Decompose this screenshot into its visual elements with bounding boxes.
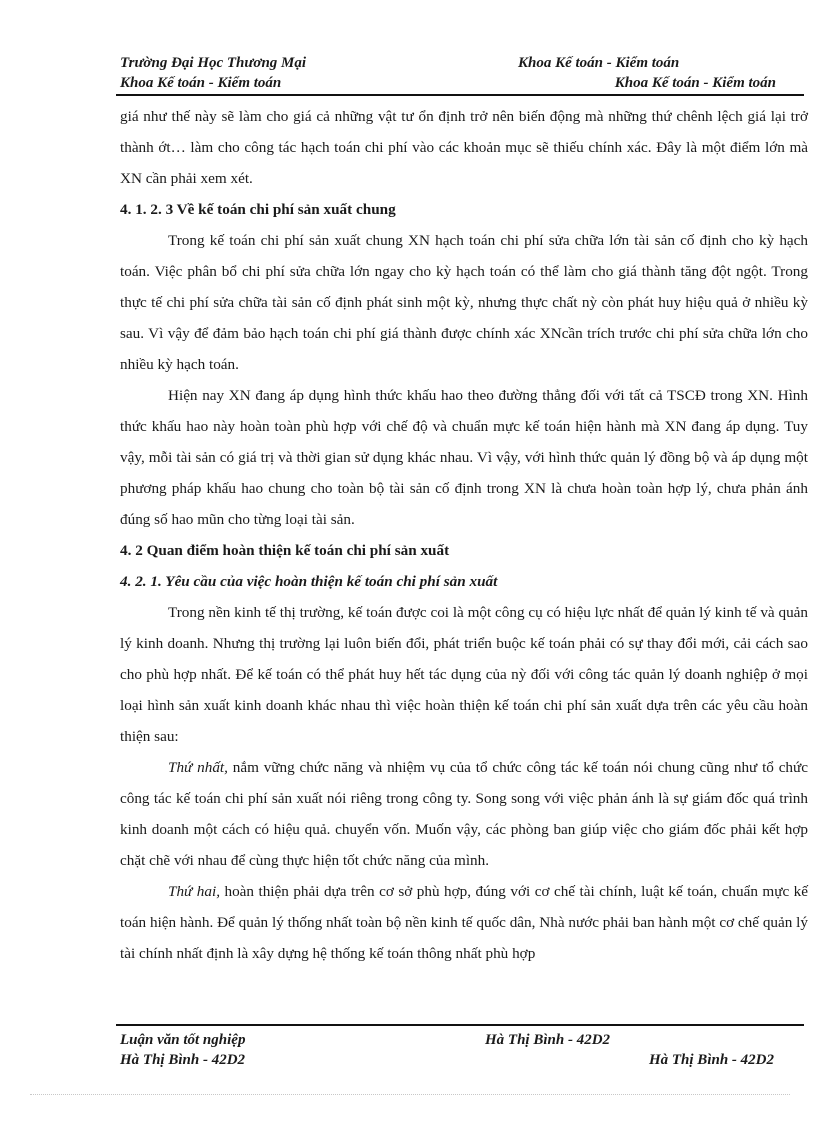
footer-author-right: Hà Thị Bình - 42D2 [485, 1032, 611, 1048]
paragraph-continuation: giá như thế này sẽ làm cho giá cả những vật tư ổn định trở nên biến động mà những thứ chênh lệch giá lại trở thành ớt… làm cho công tác hạch toán chi phí vào các khoản mục sẽ thiếu chính xác. Đây là một điểm lớn mà XN cần phải xem xét. [120, 108, 808, 187]
footer-author-right-2: Hà Thị Bình - 42D2 [648, 1052, 774, 1068]
first-text: nắm vững chức năng và nhiệm vụ của tổ chức công tác kế toán nói chung cũng như tổ chức công tác kế toán chi phí sản xuất nói riêng trong công ty. Song song với việc phản ánh là sự giám đốc quá trình kinh doanh một cách có hiệu quả. chuyển vốn. Muốn vậy, các phòng ban giúp việc cho giám đốc phải kết hợp chặt chẽ với nhau để cùng thực hiện tốt chức năng của mình. [120, 759, 808, 869]
second-text: hoàn thiện phải dựa trên cơ sở phù hợp, đúng với cơ chế tài chính, luật kế toán, chuẩn mực kế toán hiện hành. Để quản lý thống nhất toàn bộ nền kinh tế quốc dân, Nhà nước phải ban hành một cơ chế quản lý tài chính nhất định là xây dựng hệ thống kế toán thông nhất phù hợp [120, 883, 809, 962]
second-lead: Thứ hai, [168, 883, 221, 900]
paragraph-first-requirement [120, 752, 808, 876]
paragraph-second-requirement [120, 876, 808, 969]
footer-divider [116, 1024, 804, 1026]
paragraph-depreciation: Hiện nay XN đang áp dụng hình thức khấu hao theo đường thẳng đối với tất cả TSCĐ trong XN. Hình thức khấu hao này hoàn toàn phù hợp với chế độ và chuẩn mực kế toán hiện hành mà XN đang áp dụng. Tuy vậy, mỗi tài sản có giá trị và thời gian sử dụng khác nhau. Vì vậy, với hình thức quản lý đồng bộ và áp dụng một phương pháp khấu hao chung cho toàn bộ tài sản cố định trong XN là chưa hoàn toàn hợp lý, chưa phản ánh đúng số hao mũn cho từng loại tài sản. [120, 387, 808, 528]
section-heading-4-1-2-3: 4. 1. 2. 3 Về kế toán chi phí sản xuất chung [120, 201, 396, 218]
subsection-heading-4-2-1: 4. 2. 1. Yêu cầu của việc hoàn thiện kế toán chi phí sản xuất [120, 573, 498, 590]
page-header [120, 53, 780, 95]
footer-thesis-label: Luận văn tốt nghiệp [120, 1032, 246, 1048]
header-faculty-left: Khoa Kế toán - Kiểm toán [120, 75, 282, 91]
section-heading-4-2: 4. 2 Quan điểm hoàn thiện kế toán chi phí sản xuất [120, 542, 450, 559]
header-divider [116, 94, 804, 96]
first-lead: Thứ nhất, [168, 759, 228, 776]
header-faculty-right: Khoa Kế toán - Kiểm toán [518, 55, 680, 71]
document-body [120, 101, 808, 969]
header-school-name: Trường Đại Học Thương Mại [120, 55, 307, 71]
footer-author-left: Hà Thị Bình - 42D2 [120, 1052, 246, 1068]
header-faculty-right-2: Khoa Kế toán - Kiểm toán [614, 75, 776, 91]
page-edge-dotted-line [30, 1094, 790, 1095]
paragraph-overhead-repairs: Trong kế toán chi phí sản xuất chung XN hạch toán chi phí sửa chữa lớn tài sản cố định cho kỳ hạch toán. Việc phân bổ chi phí sửa chữa lớn ngay cho kỳ hạch toán có thể làm cho giá thành tăng đột ngột. Trong thực tế chi phí sửa chữa tài sản cố định phát sinh một kỳ, nhưng thực chất nỳ còn phát huy hiệu quả ở nhiều kỳ sau. Vì vậy để đảm bảo hạch toán chi phí giá thành được chính xác XNcần trích trước chi phí sửa chữa lớn cho nhiều kỳ hạch toán. [120, 232, 808, 373]
page-footer [120, 1030, 780, 1072]
paragraph-market-economy: Trong nền kinh tế thị trường, kế toán được coi là một công cụ có hiệu lực nhất để quản lý kinh tế và quản lý kinh doanh. Nhưng thị trường lại luôn biến đổi, phát triển buộc kế toán phải có sự thay đổi mới, cải cách sao cho phù hợp nhất. Để kế toán có thể phát huy hết tác dụng của nỳ đối với công tác quản lý doanh nghiệp ở mọi loại hình sản xuất kinh doanh khác nhau thì việc hoàn thiện kế toán chi phí sản xuất dựa trên các yêu cầu hoàn thiện sau: [120, 604, 808, 745]
